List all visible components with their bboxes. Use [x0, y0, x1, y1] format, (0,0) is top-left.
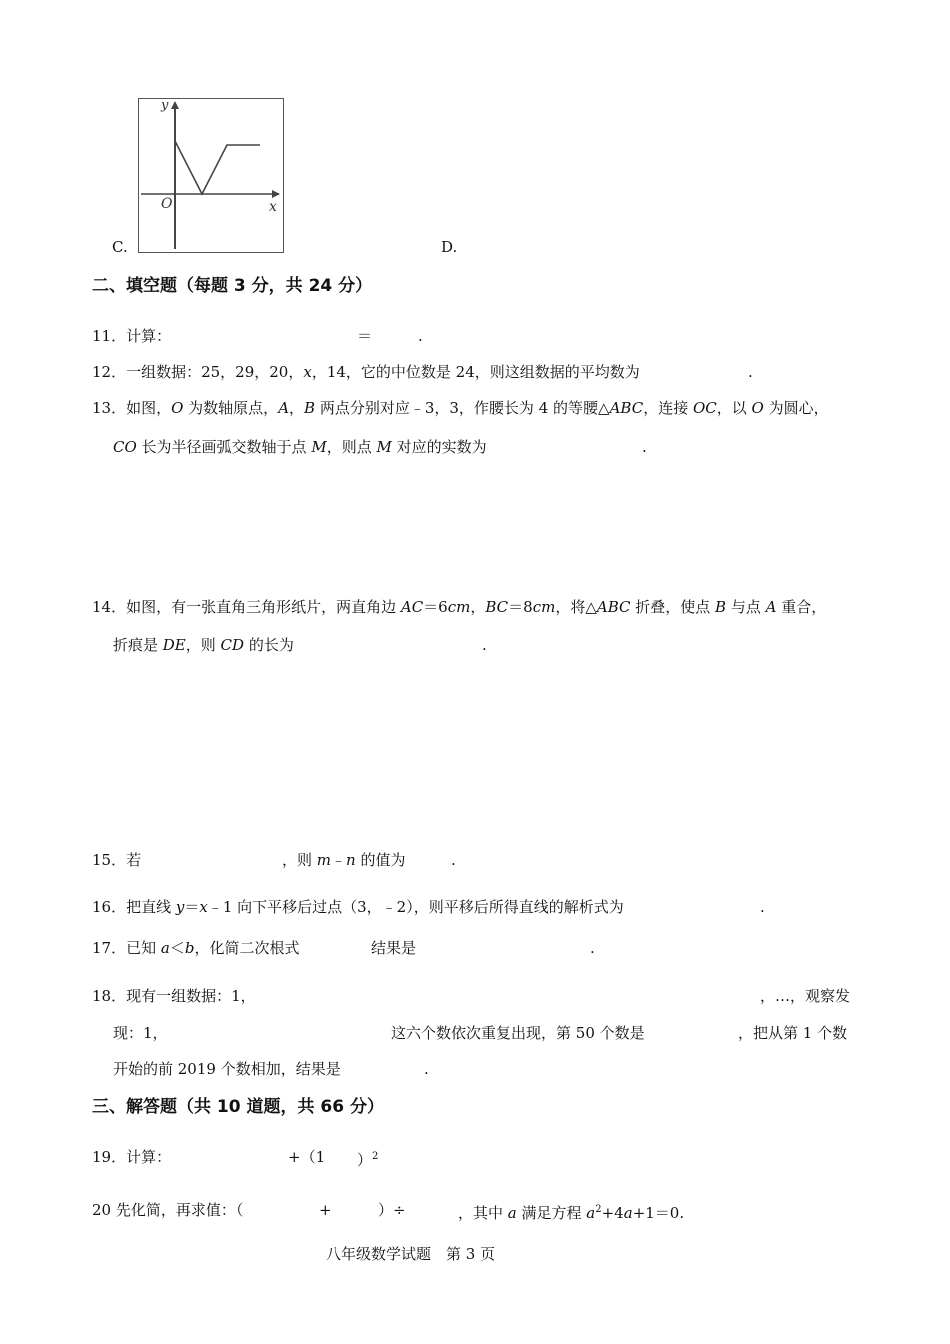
x-axis-label: x: [269, 199, 277, 215]
option-c-label: C.: [112, 238, 128, 256]
q20-eq-rest2: +1＝0.: [632, 1204, 685, 1222]
origin-label: O: [161, 196, 173, 212]
q13-l1-s4: ，连接: [643, 399, 693, 417]
y-axis-arrow: [171, 101, 179, 109]
q18-line3: 开始的前 2019 个数相加，结果是: [113, 1060, 341, 1078]
q13-l1-s3: 两点分别对应﹣3，3，作腰长为 4 的等腰△: [315, 399, 610, 417]
q14-l1-s1: ＝6: [423, 598, 448, 616]
q19-number: 19．计算：: [92, 1148, 172, 1166]
q13-l1-s2: ，: [289, 399, 305, 417]
q14-l1-a: A: [765, 598, 777, 616]
graph-c-svg: [139, 99, 285, 254]
page-footer: 八年级数学试题 第 3 页: [326, 1245, 496, 1263]
q13-l1-s1: 为数轴原点，: [183, 399, 279, 417]
q13-l1-b: B: [304, 399, 316, 417]
q13-l1-o2: O: [751, 399, 764, 417]
q14-l1-ac: AC: [400, 598, 424, 616]
q20-eq-a: a: [586, 1204, 596, 1222]
q14-l1-abc: ABC: [596, 598, 631, 616]
q19-exponent: 2: [372, 1151, 379, 1162]
q20-square: 2: [595, 1204, 602, 1215]
q11-end: .: [418, 327, 423, 345]
q13-l2-m2: M: [376, 438, 392, 456]
q13-line2: [113, 437, 487, 457]
q13-l2-s0: 长为半径画弧交数轴于点: [136, 438, 312, 456]
q20-eq-a2: a: [623, 1204, 633, 1222]
q17-lt: ＜: [169, 939, 185, 957]
q15-end: .: [451, 851, 456, 869]
q15-number: 15．若: [92, 851, 142, 869]
q14-l1-cm2: cm: [532, 598, 556, 616]
q12-end: .: [748, 363, 753, 381]
q20-s0: ，其中: [458, 1204, 508, 1222]
q18-line2-mid: 这六个数依次重复出现，第 50 个数是: [391, 1024, 645, 1042]
q14-l1-s5: 折叠，使点: [630, 598, 716, 616]
q16-s1: ﹣1 向下平移后过点（3，﹣2），则平移后所得直线的解析式为: [207, 898, 624, 916]
y-axis-label: y: [161, 99, 169, 113]
q18-line2-end: ，把从第 1 个数: [738, 1024, 848, 1042]
q17-result: 结果是: [371, 939, 417, 957]
q13-l2-co: CO: [113, 438, 137, 456]
q17-s1: ，化简二次根式: [194, 939, 300, 957]
option-d-label: D.: [441, 238, 458, 256]
q18-end: .: [424, 1060, 429, 1078]
section-2-title: 二、填空题（每题 3 分，共 24 分）: [92, 276, 373, 296]
q20-a: a: [507, 1204, 517, 1222]
x-axis-arrow: [272, 190, 280, 198]
q16-text: [92, 897, 624, 917]
q14-l1-cm: cm: [447, 598, 471, 616]
q14-l1-s2: ，: [470, 598, 486, 616]
q20-s1: 满足方程: [516, 1204, 587, 1222]
q15-value-of: 的值为: [355, 851, 406, 869]
q16-y: y: [175, 898, 185, 916]
q19-close: [357, 1147, 378, 1170]
q15-minus: ﹣: [331, 851, 347, 869]
q13-line1: [92, 398, 829, 418]
q17-a: a: [160, 939, 170, 957]
q15-m: m: [316, 851, 332, 869]
q13-l1-s0: 13．如图，: [92, 399, 172, 417]
q14-l2-s1: ，则: [185, 636, 221, 654]
q16-x: x: [199, 898, 208, 916]
q17-s0: 17．已知: [92, 939, 161, 957]
q18-line1-start: 18．现有一组数据：1，: [92, 987, 256, 1005]
q18-line2-start: 现：1，: [113, 1024, 168, 1042]
q14-l2-cd: CD: [220, 636, 245, 654]
q20-divide: ）÷: [378, 1201, 406, 1219]
q13-end: .: [642, 438, 647, 456]
q19-paren: ）: [357, 1151, 373, 1169]
q16-end: .: [760, 898, 765, 916]
q14-l1-s7: 重合，: [776, 598, 827, 616]
q12-var-x: x: [303, 363, 312, 381]
q13-l2-s2: 对应的实数为: [391, 438, 487, 456]
q13-l1-abc: ABC: [609, 399, 644, 417]
q19-plus: +（1: [288, 1148, 326, 1166]
q13-l2-m: M: [311, 438, 327, 456]
q13-l1-o: O: [171, 399, 184, 417]
q13-l1-oc: OC: [692, 399, 717, 417]
q14-l1-s0: 14．如图，有一张直角三角形纸片，两直角边: [92, 598, 401, 616]
q14-l2-s2: 的长为: [244, 636, 294, 654]
q18-line1-end: ，…，观察发: [760, 987, 851, 1005]
q20-eq-rest1: +4: [601, 1204, 624, 1222]
graph-option-c: [138, 98, 284, 253]
q16-s0: 16．把直线: [92, 898, 176, 916]
q13-l1-s5: ，以: [716, 399, 752, 417]
q14-l2-de: DE: [162, 636, 186, 654]
q20-condition: [458, 1200, 684, 1223]
q14-l1-s4: ，将△: [555, 598, 597, 616]
q14-l1-s6: 与点: [726, 598, 766, 616]
q14-end: .: [482, 636, 487, 654]
q11-equals: ＝: [357, 327, 373, 345]
q20-number: 20 先化简，再求值：（: [92, 1201, 244, 1219]
q15-n: n: [346, 851, 356, 869]
q14-l1-bc: BC: [485, 598, 509, 616]
q16-eq: ＝: [184, 898, 200, 916]
q13-l1-s6: 为圆心，: [763, 399, 829, 417]
q12-text: [92, 362, 640, 382]
q14-l1-s3: ＝8: [508, 598, 533, 616]
q15-then: ，则: [282, 851, 317, 869]
q13-l1-a: A: [278, 399, 290, 417]
q17-end: .: [590, 939, 595, 957]
q14-line1: [92, 597, 826, 617]
function-line: [175, 141, 260, 194]
q14-l1-b: B: [715, 598, 727, 616]
q14-line2: [113, 635, 294, 655]
q20-plus: +: [319, 1201, 332, 1219]
q11-number: 11．计算：: [92, 327, 172, 345]
q14-l2-s0: 折痕是: [113, 636, 163, 654]
q15-mid: [282, 850, 405, 870]
q17-text: [92, 938, 299, 958]
q17-b: b: [184, 939, 195, 957]
q13-l2-s1: ，则点: [326, 438, 377, 456]
q12-part1: 12．一组数据：25，29，20，: [92, 363, 304, 381]
q12-part2: ，14，它的中位数是 24，则这组数据的平均数为: [311, 363, 640, 381]
section-3-title: 三、解答题（共 10 道题，共 66 分）: [92, 1097, 384, 1117]
